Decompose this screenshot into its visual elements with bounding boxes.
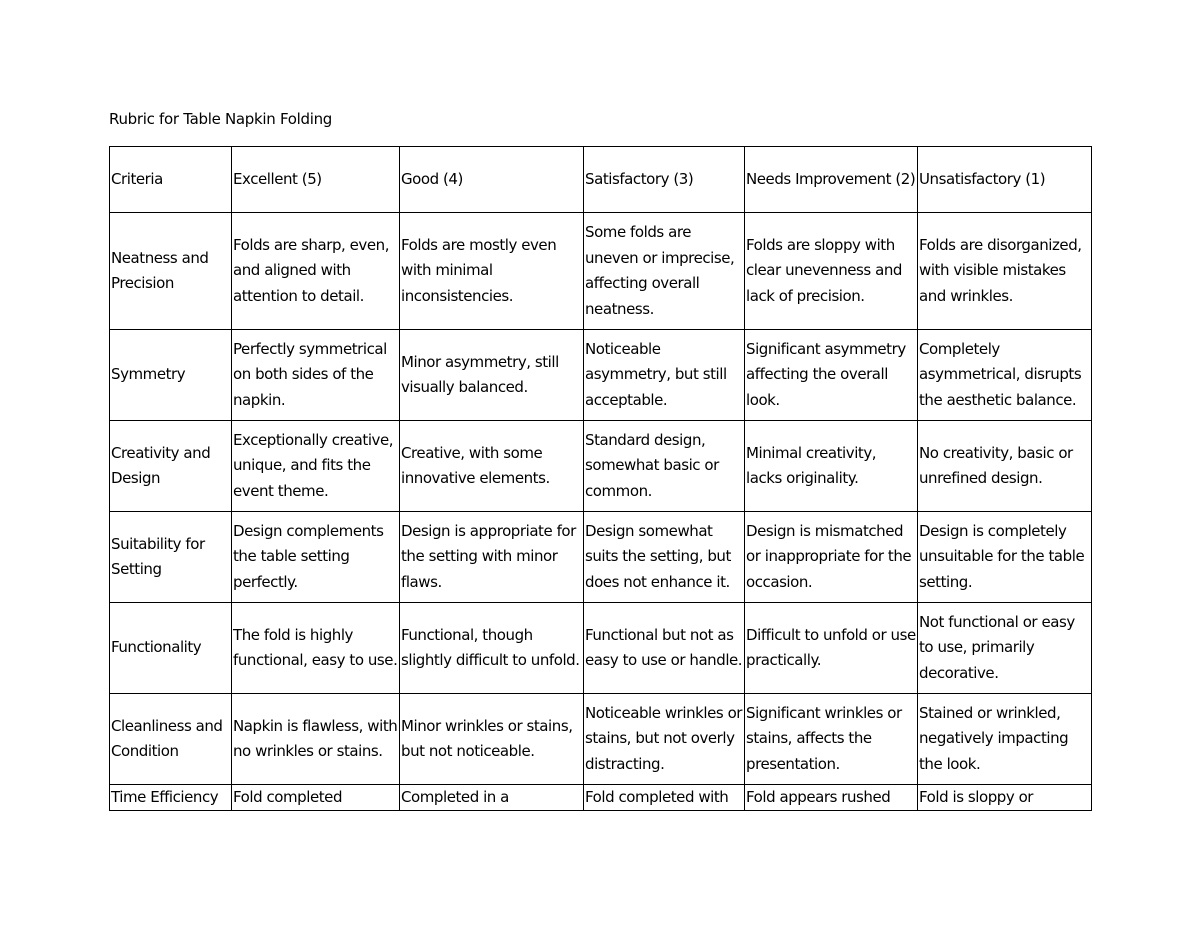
criteria-cell: Symmetry (110, 330, 232, 421)
rating-cell: Not functional or easy to use, primarily decorative. (918, 603, 1092, 694)
rating-cell: Functional but not as easy to use or handle. (584, 603, 745, 694)
rating-cell: Significant asymmetry affecting the overall look. (745, 330, 918, 421)
rating-cell: Fold completed with (584, 785, 745, 811)
table-row (110, 785, 1092, 811)
table-row (110, 421, 1092, 512)
rating-cell: Functional, though slightly difficult to unfold. (400, 603, 584, 694)
table-row (110, 213, 1092, 330)
criteria-cell: Creativity and Design (110, 421, 232, 512)
rating-cell: No creativity, basic or unrefined design. (918, 421, 1092, 512)
header-cell: Unsatisfactory (1) (918, 147, 1092, 213)
criteria-cell: Suitability for Setting (110, 512, 232, 603)
criteria-cell: Functionality (110, 603, 232, 694)
rating-cell: Perfectly symmetrical on both sides of the napkin. (232, 330, 400, 421)
criteria-cell: Neatness and Precision (110, 213, 232, 330)
rating-cell: Noticeable asymmetry, but still acceptable. (584, 330, 745, 421)
rating-cell: Design complements the table setting perfectly. (232, 512, 400, 603)
rating-cell: Fold completed (232, 785, 400, 811)
rating-cell: Fold is sloppy or (918, 785, 1092, 811)
rating-cell: Noticeable wrinkles or stains, but not overly distracting. (584, 694, 745, 785)
rating-cell: Minor asymmetry, still visually balanced. (400, 330, 584, 421)
document-title: Rubric for Table Napkin Folding (109, 110, 332, 128)
rating-cell: Design is appropriate for the setting with minor flaws. (400, 512, 584, 603)
rating-cell: Folds are sloppy with clear unevenness and lack of precision. (745, 213, 918, 330)
table-row (110, 694, 1092, 785)
criteria-cell: Time Efficiency (110, 785, 232, 811)
criteria-cell: Cleanliness and Condition (110, 694, 232, 785)
rating-cell: Fold appears rushed (745, 785, 918, 811)
rating-cell: Exceptionally creative, unique, and fits the event theme. (232, 421, 400, 512)
header-cell: Excellent (5) (232, 147, 400, 213)
header-cell: Good (4) (400, 147, 584, 213)
rating-cell: Minor wrinkles or stains, but not noticeable. (400, 694, 584, 785)
rating-cell: Completely asymmetrical, disrupts the aesthetic balance. (918, 330, 1092, 421)
rating-cell: Folds are disorganized, with visible mistakes and wrinkles. (918, 213, 1092, 330)
header-cell: Needs Improvement (2) (745, 147, 918, 213)
rating-cell: Difficult to unfold or use practically. (745, 603, 918, 694)
rating-cell: Napkin is flawless, with no wrinkles or stains. (232, 694, 400, 785)
rubric-table (109, 146, 1092, 811)
rating-cell: Design somewhat suits the setting, but does not enhance it. (584, 512, 745, 603)
header-cell: Criteria (110, 147, 232, 213)
table-row (110, 330, 1092, 421)
rating-cell: Standard design, somewhat basic or common. (584, 421, 745, 512)
rating-cell: Folds are sharp, even, and aligned with attention to detail. (232, 213, 400, 330)
rating-cell: Folds are mostly even with minimal inconsistencies. (400, 213, 584, 330)
rating-cell: Completed in a (400, 785, 584, 811)
rating-cell: Creative, with some innovative elements. (400, 421, 584, 512)
rating-cell: Significant wrinkles or stains, affects the presentation. (745, 694, 918, 785)
table-header-row (110, 147, 1092, 213)
rating-cell: The fold is highly functional, easy to use. (232, 603, 400, 694)
rating-cell: Design is mismatched or inappropriate for the occasion. (745, 512, 918, 603)
rating-cell: Minimal creativity, lacks originality. (745, 421, 918, 512)
table-row (110, 603, 1092, 694)
rating-cell: Stained or wrinkled, negatively impacting the look. (918, 694, 1092, 785)
table-row (110, 512, 1092, 603)
rating-cell: Design is completely unsuitable for the table setting. (918, 512, 1092, 603)
header-cell: Satisfactory (3) (584, 147, 745, 213)
rating-cell: Some folds are uneven or imprecise, affecting overall neatness. (584, 213, 745, 330)
